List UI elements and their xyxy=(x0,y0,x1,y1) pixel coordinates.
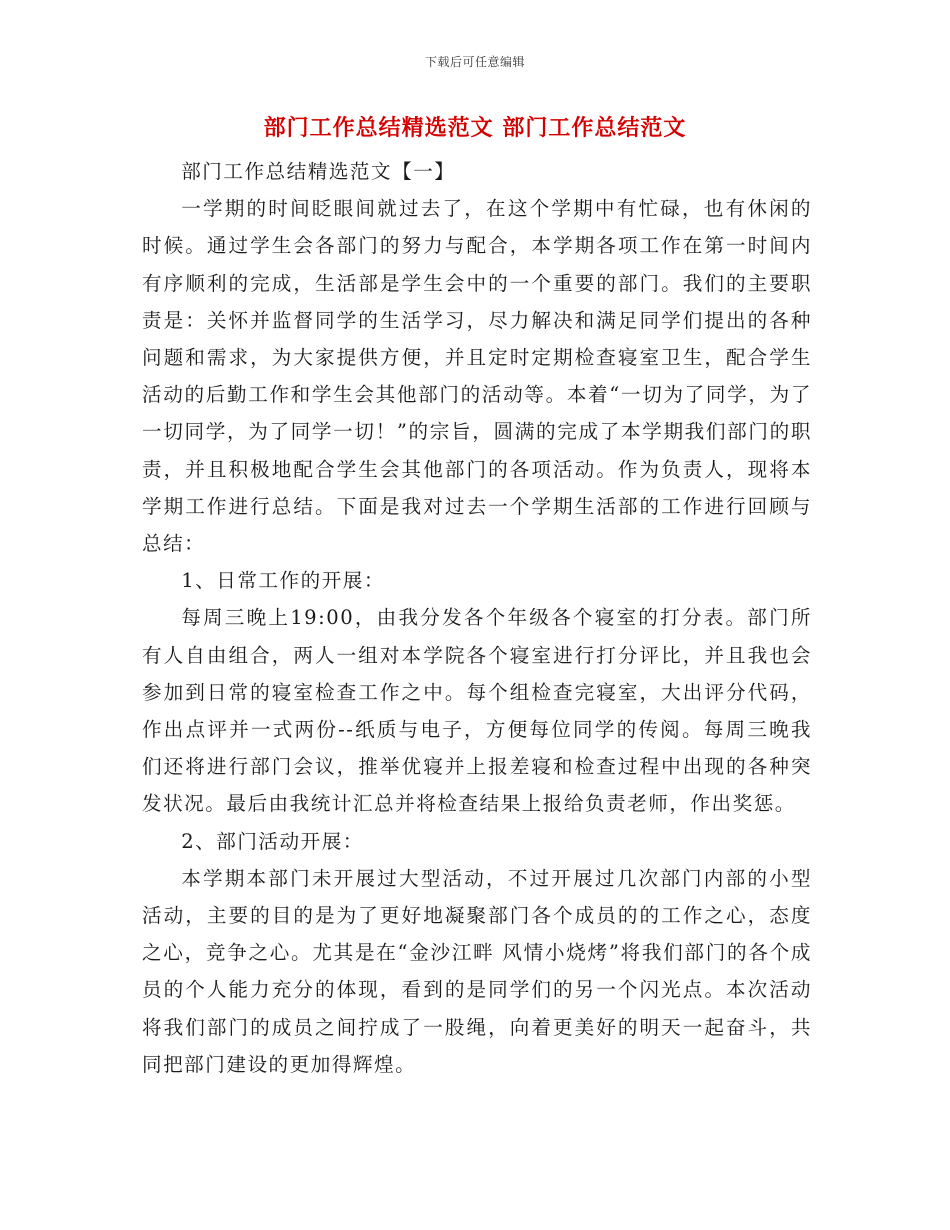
paragraph-daily-work: 每周三晚上19:00，由我分发各个年级各个寝室的打分表。部门所有人自由组合，两人一组对本学院各个寝室进行打分评比，并且我也会参加到日常的寝室检查工作之中。每个组检查完寝室，大出评分代码，作出点评并一式两份--纸质与电子，方便每位同学的传阅。每周三晚我们还将进行部门会议，推举优寝并上报差寝和检查过程中出现的各种突发状况。最后由我统计汇总并将检查结果上报给负责老师，作出奖惩。 xyxy=(142,606,812,816)
paragraph-activities: 本学期本部门未开展过大型活动，不过开展过几次部门内部的小型活动，主要的目的是为了更好地凝聚部门各个成员的的工作之心，态度之心，竞争之心。尤其是在“金沙江畔 风情小烧烤”将我们部门的各个成员的个人能力充分的体现，看到的是同学们的另一个闪光点。本次活动将我们部门的成员之间拧成了一股绳，向着更美好的明天一起奋斗，共同把部门建设的更加得辉煌。 xyxy=(142,866,812,1076)
document-title: 部门工作总结精选范文 部门工作总结范文 xyxy=(263,115,687,141)
paragraph-intro: 一学期的时间眨眼间就过去了，在这个学期中有忙碌，也有休闲的时候。通过学生会各部门的努力与配合，本学期各项工作在第一时间内有序顺利的完成，生活部是学生会中的一个重要的部门。我们的主要职责是：关怀并监督同学的生活学习，尽力解决和满足同学们提出的各种问题和需求，为大家提供方便，并且定时定期检查寝室卫生，配合学生活动的后勤工作和学生会其他部门的活动等。本着“一切为了同学，为了一切同学，为了同学一切！”的宗旨，圆满的完成了本学期我们部门的职责，并且积极地配合学生会其他部门的各项活动。作为负责人，现将本学期工作进行总结。下面是我对过去一个学期生活部的工作进行回顾与总结： xyxy=(142,197,812,556)
document-body xyxy=(142,153,812,1083)
section-heading-daily-work: 1、日常工作的开展： xyxy=(181,569,385,593)
header-note: 下载后可任意编辑 xyxy=(424,55,525,69)
section-heading: 部门工作总结精选范文【一】 xyxy=(181,160,456,183)
section-heading-activities: 2、部门活动开展： xyxy=(181,829,364,853)
